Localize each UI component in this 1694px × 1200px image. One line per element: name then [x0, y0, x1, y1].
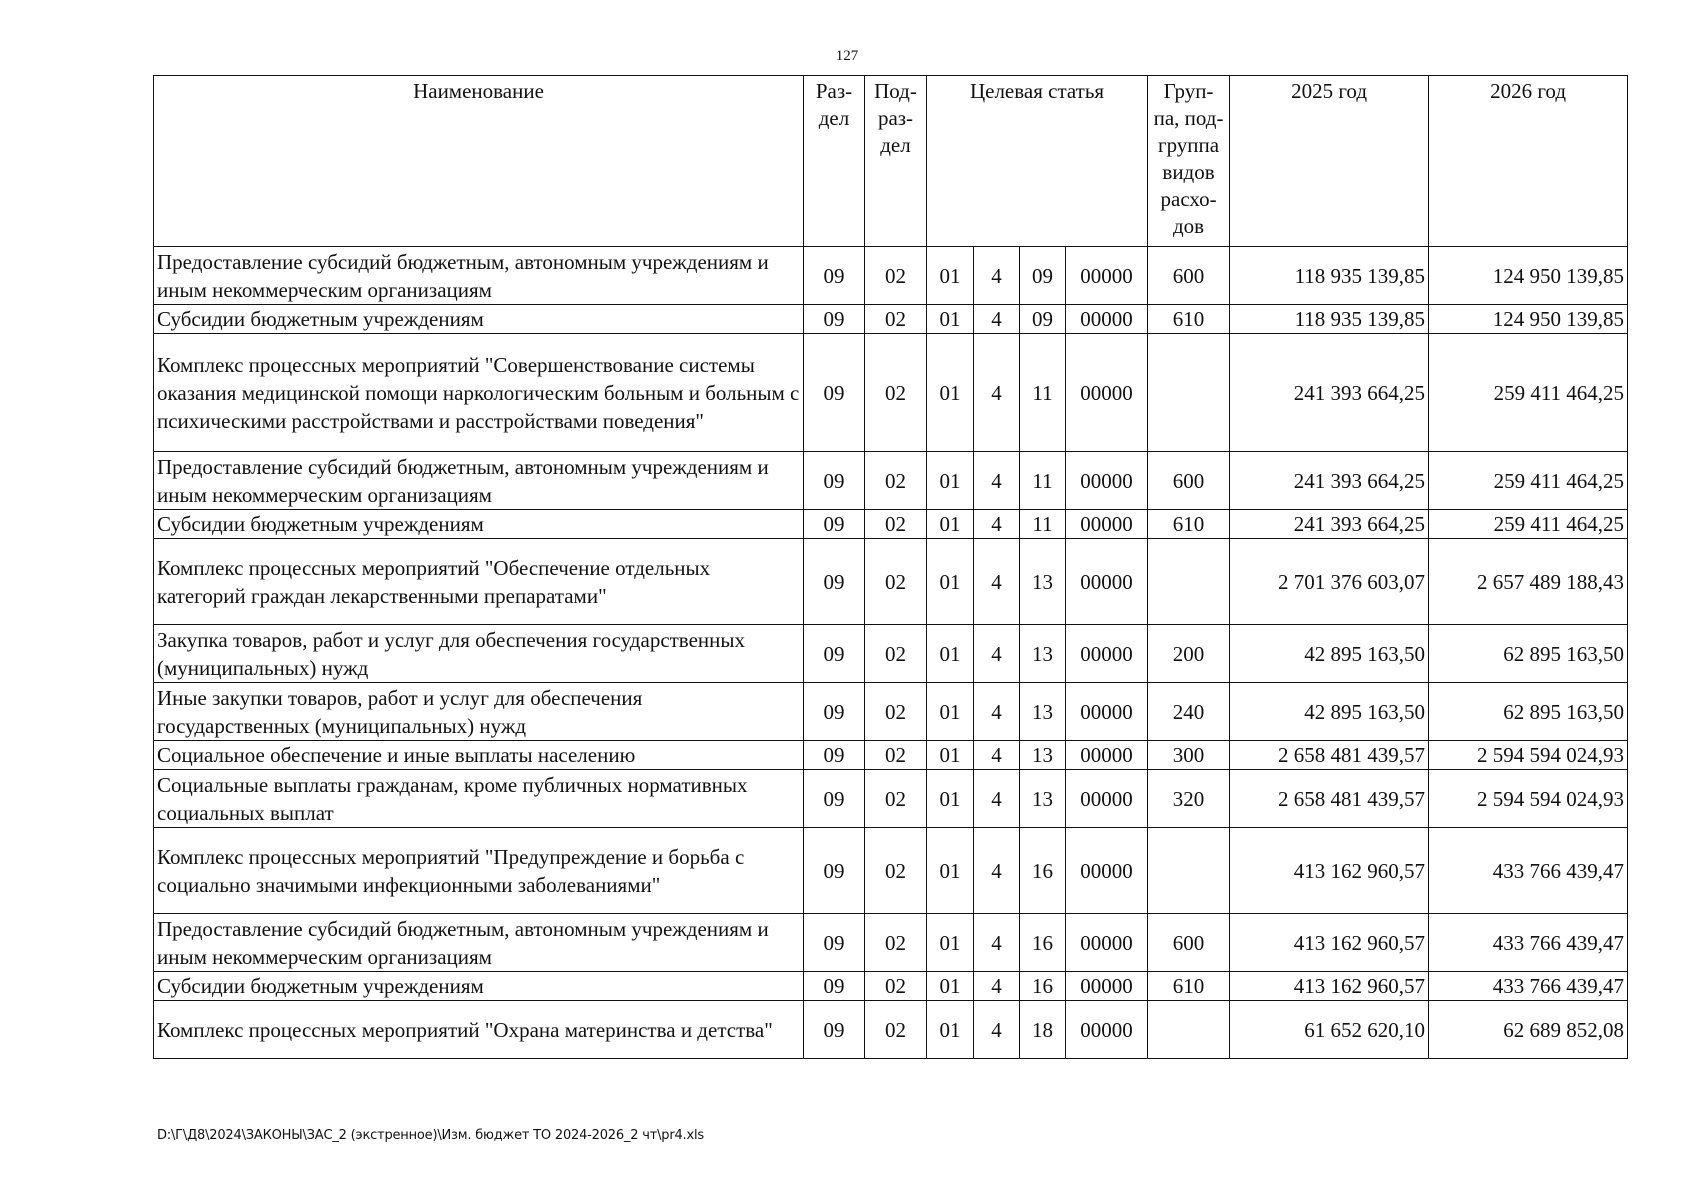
table-row — [154, 828, 1628, 914]
table-row — [154, 305, 1628, 334]
table-cell-target-subprogram: 11 — [1020, 452, 1066, 510]
table-cell-target-direction: 00000 — [1066, 247, 1148, 305]
table-cell-2025: 61 652 620,10 — [1230, 1001, 1429, 1059]
table-cell-name: Комплекс процессных мероприятий "Предупреждение и борьба с социально значимыми инфекционными заболеваниями" — [154, 828, 804, 914]
table-cell-target-subprogram: 13 — [1020, 770, 1066, 828]
table-row — [154, 510, 1628, 539]
table-cell-target-subprogram: 16 — [1020, 828, 1066, 914]
table-cell-target-type: 4 — [974, 770, 1020, 828]
table-cell-2026: 62 895 163,50 — [1429, 625, 1628, 683]
table-row — [154, 334, 1628, 452]
table-cell-expense-group: 320 — [1148, 770, 1230, 828]
table-cell-2026: 62 895 163,50 — [1429, 683, 1628, 741]
header-2026: 2026 год — [1429, 76, 1628, 247]
table-row — [154, 683, 1628, 741]
table-cell-2025: 2 658 481 439,57 — [1230, 741, 1429, 770]
table-cell-2025: 2 701 376 603,07 — [1230, 539, 1429, 625]
table-cell-expense-group: 600 — [1148, 452, 1230, 510]
table-row — [154, 741, 1628, 770]
table-cell-podrazdel: 02 — [865, 741, 927, 770]
table-cell-2026: 433 766 439,47 — [1429, 914, 1628, 972]
table-cell-2026: 2 594 594 024,93 — [1429, 770, 1628, 828]
table-cell-target-program: 01 — [927, 625, 974, 683]
table-row — [154, 539, 1628, 625]
table-cell-expense-group — [1148, 334, 1230, 452]
header-name: Наименование — [154, 76, 804, 247]
table-cell-razdel: 09 — [804, 914, 865, 972]
table-cell-target-subprogram: 11 — [1020, 334, 1066, 452]
table-row — [154, 452, 1628, 510]
table-cell-2025: 118 935 139,85 — [1230, 305, 1429, 334]
table-cell-target-type: 4 — [974, 247, 1020, 305]
table-cell-2025: 413 162 960,57 — [1230, 828, 1429, 914]
table-cell-target-direction: 00000 — [1066, 625, 1148, 683]
table-cell-target-type: 4 — [974, 305, 1020, 334]
table-cell-name: Предоставление субсидий бюджетным, автономным учреждениям и иным некоммерческим организациям — [154, 914, 804, 972]
table-cell-2026: 62 689 852,08 — [1429, 1001, 1628, 1059]
table-cell-2026: 2 657 489 188,43 — [1429, 539, 1628, 625]
table-cell-target-subprogram: 18 — [1020, 1001, 1066, 1059]
table-cell-podrazdel: 02 — [865, 1001, 927, 1059]
table-cell-razdel: 09 — [804, 625, 865, 683]
table-cell-target-direction: 00000 — [1066, 539, 1148, 625]
table-cell-podrazdel: 02 — [865, 452, 927, 510]
table-cell-target-type: 4 — [974, 334, 1020, 452]
table-cell-target-direction: 00000 — [1066, 914, 1148, 972]
table-cell-name: Социальные выплаты гражданам, кроме публичных нормативных социальных выплат — [154, 770, 804, 828]
header-group: Груп- па, под- группа видов расхо- дов — [1148, 76, 1230, 247]
table-cell-target-subprogram: 09 — [1020, 305, 1066, 334]
table-cell-expense-group: 240 — [1148, 683, 1230, 741]
table-cell-razdel: 09 — [804, 1001, 865, 1059]
table-cell-target-program: 01 — [927, 683, 974, 741]
table-cell-target-type: 4 — [974, 539, 1020, 625]
table-row — [154, 1001, 1628, 1059]
table-cell-target-direction: 00000 — [1066, 828, 1148, 914]
table-cell-podrazdel: 02 — [865, 510, 927, 539]
table-cell-target-subprogram: 13 — [1020, 683, 1066, 741]
table-cell-name: Комплекс процессных мероприятий "Совершенствование системы оказания медицинской помощи наркологическим больным и больным с психическими расстройствами и расстройствами поведения" — [154, 334, 804, 452]
header-2025: 2025 год — [1230, 76, 1429, 247]
table-cell-target-subprogram: 16 — [1020, 914, 1066, 972]
page-number: 127 — [835, 48, 859, 64]
table-cell-razdel: 09 — [804, 770, 865, 828]
table-cell-2025: 2 658 481 439,57 — [1230, 770, 1429, 828]
table-cell-target-direction: 00000 — [1066, 683, 1148, 741]
file-path-footer: D:\Г\Д8\2024\ЗАКОНЫ\ЗАС_2 (экстренное)\Изм. бюджет ТО 2024-2026_2 чт\pr4.xls — [157, 1128, 704, 1143]
table-row — [154, 625, 1628, 683]
table-cell-target-direction: 00000 — [1066, 972, 1148, 1001]
table-cell-2025: 42 895 163,50 — [1230, 625, 1429, 683]
table-cell-name: Субсидии бюджетным учреждениям — [154, 305, 804, 334]
table-cell-name: Субсидии бюджетным учреждениям — [154, 972, 804, 1001]
table-cell-name: Иные закупки товаров, работ и услуг для обеспечения государственных (муниципальных) нужд — [154, 683, 804, 741]
table-cell-2026: 433 766 439,47 — [1429, 828, 1628, 914]
table-cell-target-type: 4 — [974, 452, 1020, 510]
table-cell-name: Предоставление субсидий бюджетным, автономным учреждениям и иным некоммерческим организациям — [154, 247, 804, 305]
table-cell-target-direction: 00000 — [1066, 305, 1148, 334]
table-cell-name: Комплекс процессных мероприятий "Охрана материнства и детства" — [154, 1001, 804, 1059]
table-cell-razdel: 09 — [804, 741, 865, 770]
table-cell-target-direction: 00000 — [1066, 741, 1148, 770]
table-cell-expense-group — [1148, 828, 1230, 914]
table-cell-target-type: 4 — [974, 683, 1020, 741]
table-cell-expense-group: 600 — [1148, 914, 1230, 972]
header-podrazdel: Под- раз- дел — [865, 76, 927, 247]
table-cell-target-type: 4 — [974, 972, 1020, 1001]
table-cell-razdel: 09 — [804, 683, 865, 741]
table-cell-podrazdel: 02 — [865, 334, 927, 452]
table-cell-target-program: 01 — [927, 828, 974, 914]
table-cell-podrazdel: 02 — [865, 539, 927, 625]
table-cell-expense-group — [1148, 539, 1230, 625]
table-cell-2025: 241 393 664,25 — [1230, 452, 1429, 510]
table-cell-target-program: 01 — [927, 334, 974, 452]
table-cell-2025: 241 393 664,25 — [1230, 510, 1429, 539]
table-cell-expense-group: 610 — [1148, 510, 1230, 539]
table-cell-target-program: 01 — [927, 741, 974, 770]
table-row — [154, 914, 1628, 972]
table-cell-podrazdel: 02 — [865, 914, 927, 972]
table-cell-target-direction: 00000 — [1066, 510, 1148, 539]
table-cell-razdel: 09 — [804, 828, 865, 914]
table-cell-expense-group — [1148, 1001, 1230, 1059]
table-cell-target-direction: 00000 — [1066, 452, 1148, 510]
table-cell-target-direction: 00000 — [1066, 334, 1148, 452]
table-cell-target-subprogram: 13 — [1020, 741, 1066, 770]
table-cell-podrazdel: 02 — [865, 972, 927, 1001]
header-razdel: Раз- дел — [804, 76, 865, 247]
table-cell-target-type: 4 — [974, 510, 1020, 539]
table-cell-name: Предоставление субсидий бюджетным, автономным учреждениям и иным некоммерческим организациям — [154, 452, 804, 510]
table-cell-name: Субсидии бюджетным учреждениям — [154, 510, 804, 539]
table-cell-target-type: 4 — [974, 914, 1020, 972]
table-cell-podrazdel: 02 — [865, 828, 927, 914]
table-cell-2026: 2 594 594 024,93 — [1429, 741, 1628, 770]
table-cell-target-program: 01 — [927, 972, 974, 1001]
table-cell-2025: 241 393 664,25 — [1230, 334, 1429, 452]
table-cell-expense-group: 600 — [1148, 247, 1230, 305]
table-cell-expense-group: 200 — [1148, 625, 1230, 683]
table-cell-expense-group: 300 — [1148, 741, 1230, 770]
table-cell-2026: 124 950 139,85 — [1429, 305, 1628, 334]
table-cell-expense-group: 610 — [1148, 305, 1230, 334]
table-cell-target-program: 01 — [927, 305, 974, 334]
budget-table — [153, 75, 1628, 1059]
table-cell-target-program: 01 — [927, 247, 974, 305]
header-target: Целевая статья — [927, 76, 1148, 247]
table-cell-target-type: 4 — [974, 828, 1020, 914]
table-cell-target-program: 01 — [927, 452, 974, 510]
table-cell-razdel: 09 — [804, 452, 865, 510]
table-cell-2026: 433 766 439,47 — [1429, 972, 1628, 1001]
table-cell-podrazdel: 02 — [865, 625, 927, 683]
table-cell-podrazdel: 02 — [865, 305, 927, 334]
table-row — [154, 247, 1628, 305]
table-cell-target-program: 01 — [927, 539, 974, 625]
table-cell-target-subprogram: 11 — [1020, 510, 1066, 539]
table-cell-razdel: 09 — [804, 305, 865, 334]
table-cell-target-type: 4 — [974, 741, 1020, 770]
table-cell-razdel: 09 — [804, 510, 865, 539]
table-cell-target-direction: 00000 — [1066, 770, 1148, 828]
table-cell-2025: 118 935 139,85 — [1230, 247, 1429, 305]
table-cell-expense-group: 610 — [1148, 972, 1230, 1001]
table-header-row — [154, 76, 1628, 247]
table-cell-razdel: 09 — [804, 247, 865, 305]
table-row — [154, 972, 1628, 1001]
table-cell-2025: 413 162 960,57 — [1230, 972, 1429, 1001]
table-cell-razdel: 09 — [804, 972, 865, 1001]
table-cell-target-program: 01 — [927, 770, 974, 828]
table-cell-target-program: 01 — [927, 914, 974, 972]
table-cell-target-type: 4 — [974, 1001, 1020, 1059]
table-cell-target-direction: 00000 — [1066, 1001, 1148, 1059]
table-cell-razdel: 09 — [804, 334, 865, 452]
table-cell-2025: 413 162 960,57 — [1230, 914, 1429, 972]
table-cell-target-program: 01 — [927, 510, 974, 539]
table-cell-podrazdel: 02 — [865, 770, 927, 828]
table-cell-podrazdel: 02 — [865, 247, 927, 305]
table-cell-target-subprogram: 16 — [1020, 972, 1066, 1001]
table-cell-name: Социальное обеспечение и иные выплаты населению — [154, 741, 804, 770]
table-cell-name: Комплекс процессных мероприятий "Обеспечение отдельных категорий граждан лекарственными препаратами" — [154, 539, 804, 625]
table-cell-target-subprogram: 13 — [1020, 539, 1066, 625]
table-cell-2025: 42 895 163,50 — [1230, 683, 1429, 741]
table-cell-target-type: 4 — [974, 625, 1020, 683]
table-cell-2026: 124 950 139,85 — [1429, 247, 1628, 305]
table-cell-razdel: 09 — [804, 539, 865, 625]
table-cell-name: Закупка товаров, работ и услуг для обеспечения государственных (муниципальных) нужд — [154, 625, 804, 683]
table-cell-2026: 259 411 464,25 — [1429, 510, 1628, 539]
table-cell-target-subprogram: 09 — [1020, 247, 1066, 305]
table-cell-target-program: 01 — [927, 1001, 974, 1059]
table-cell-podrazdel: 02 — [865, 683, 927, 741]
table-cell-2026: 259 411 464,25 — [1429, 452, 1628, 510]
table-cell-2026: 259 411 464,25 — [1429, 334, 1628, 452]
table-row — [154, 770, 1628, 828]
table-cell-target-subprogram: 13 — [1020, 625, 1066, 683]
